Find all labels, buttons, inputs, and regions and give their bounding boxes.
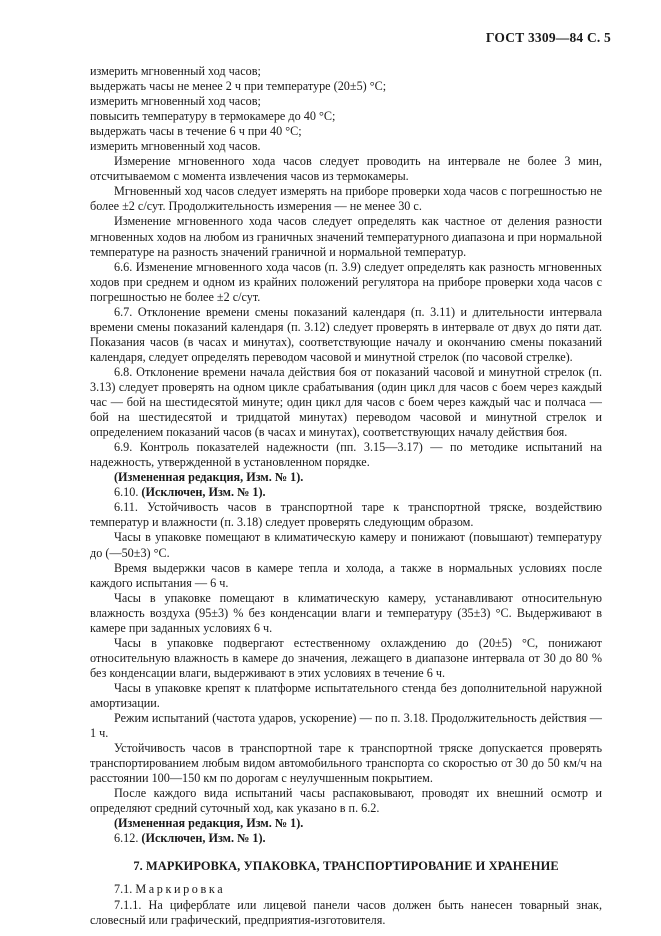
paragraph: Изменение мгновенного хода часов следует определять как частное от деления разности мгновенных ходов на любом из граничных значений температурного диапазона и при нормальной температуре на разность значений граничной и нормальной температур. xyxy=(90,214,602,259)
paragraph: Часы в упаковке подвергают естественному охлаждению до (20±5) °С, понижают относительную влажность в камере до значения, лежащего в диапазоне интервала от 30 до 80 % без конденсации влаги, выдерживают в этих условиях в течение 6 ч. xyxy=(90,635,602,680)
list-line: повысить температуру в термокамере до 40 °С; xyxy=(90,109,336,124)
excluded-note: (Исключен, Изм. № 1). xyxy=(141,485,266,500)
subsection-title: Маркировка xyxy=(135,882,226,897)
paragraph: Время выдержки часов в камере тепла и холода, а также в нормальных условиях после каждого испытания — 6 ч. xyxy=(90,560,602,590)
excluded-note: (Исключен, Изм. № 1). xyxy=(141,831,266,846)
paragraph: Часы в упаковке помещают в климатическую камеру и понижают (повышают) температуру до (—50±3) °С. xyxy=(90,530,602,560)
list-line: измерить мгновенный ход часов; xyxy=(90,94,261,109)
paragraph-6-8: 6.8. Отклонение времени начала действия боя от показаний часовой и минутной стрелок (п. 3.13) следует проверять на одном цикле срабатывания (один цикл для часов с боем через каждый час — бой на шестидесятой минуте; один цикл для часов с боем через каждый час и полчаса — бой на шестидесятой и тридцатой минутах) переводом часовой и минутной стрелок и определением показаний часов (в часах и минутах), соответствующих началу действия боя. xyxy=(90,364,602,440)
paragraph: Режим испытаний (частота ударов, ускорение) — по п. 3.18. Продолжительность действия — 1 ч. xyxy=(90,711,602,741)
paragraph-7-1-1: 7.1.1. На циферблате или лицевой панели часов должен быть нанесен товарный знак, словесный или графический, предприятия-изготовителя. xyxy=(90,897,602,927)
paragraph-6-7: 6.7. Отклонение времени смены показаний календаря (п. 3.11) и длительности интервала времени смены показаний календаря (п. 3.12) следует проверять в интервале от двух до пяти дат. Показания часов (в часах и минутах), соответствующие началу и окончанию смены показаний календаря, следует определять переводом часовой и минутной стрелок (по часовой стрелке). xyxy=(90,304,602,364)
list-line: измерить мгновенный ход часов. xyxy=(90,139,261,154)
paragraph: Часы в упаковке помещают в климатическую камеру, устанавливают относительную влажность воздуха (95±3) % без конденсации влаги и температуру (35±3) °С. Выдерживают в камере при заданных условиях 6 ч. xyxy=(90,590,602,635)
edit-note: (Измененная редакция, Изм. № 1). xyxy=(114,816,304,831)
paragraph-6-6: 6.6. Изменение мгновенного хода часов (п. 3.9) следует определять как разность мгновенных ходов при среднем и одном из крайних положений регулятора на приборе проверки хода часов с погрешностью не более ±2 с/сут. xyxy=(90,259,602,304)
paragraph-6-11: 6.11. Устойчивость часов в транспортной таре к транспортной тряске, воздействию температур и влажности (п. 3.18) следует проверять следующим образом. xyxy=(90,500,602,530)
subsection-7-1 xyxy=(90,882,602,897)
edit-note: (Измененная редакция, Изм. № 1). xyxy=(114,470,304,485)
paragraph: Измерение мгновенного хода часов следует проводить на интервале не более 3 мин, отсчитываемом с момента извлечения часов из термокамеры. xyxy=(90,154,602,184)
subsection-number: 7.1. xyxy=(114,882,133,897)
section-title: 7. МАРКИРОВКА, УПАКОВКА, ТРАНСПОРТИРОВАНИЕ И ХРАНЕНИЕ xyxy=(133,859,559,874)
list-line: выдержать часы в течение 6 ч при 40 °С; xyxy=(90,124,302,139)
paragraph: После каждого вида испытаний часы распаковывают, проводят их внешний осмотр и определяют средний суточный ход, как указано в п. 6.2. xyxy=(90,786,602,816)
list-line: выдержать часы не менее 2 ч при температуре (20±5) °С; xyxy=(90,79,387,94)
document-body xyxy=(90,64,602,928)
item-number: 6.10. xyxy=(114,485,139,500)
paragraph: Часы в упаковке крепят к платформе испытательного стенда без дополнительной наружной амортизации. xyxy=(90,680,602,710)
item-6-10 xyxy=(90,485,602,500)
list-line: измерить мгновенный ход часов; xyxy=(90,64,261,78)
paragraph: Мгновенный ход часов следует измерять на приборе проверки хода часов с погрешностью не более ±2 с/сут. Продолжительность измерения — не менее 30 с. xyxy=(90,184,602,214)
page-header: ГОСТ 3309—84 С. 5 xyxy=(485,30,611,45)
paragraph-6-9: 6.9. Контроль показателей надежности (пп. 3.15—3.17) — по методике испытаний на надежность, утвержденной в установленном порядке. xyxy=(90,440,602,470)
paragraph: Устойчивость часов в транспортной таре к транспортной тряске допускается проверять транспортированием любым видом автомобильного транспорта со скоростью от 30 до 50 км/ч на расстоянии 100—150 км по дорогам с неулучшенным покрытием. xyxy=(90,741,602,786)
item-6-12 xyxy=(90,831,602,846)
item-number: 6.12. xyxy=(114,831,139,846)
